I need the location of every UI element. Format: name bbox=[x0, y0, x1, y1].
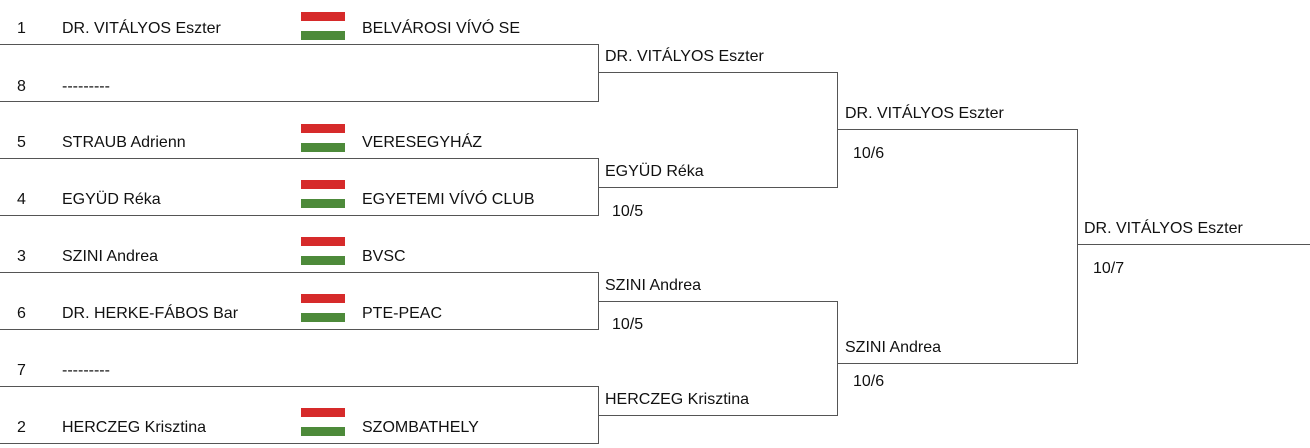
bracket-connector bbox=[1077, 129, 1078, 364]
bracket-line bbox=[0, 158, 598, 159]
hungary-flag-icon bbox=[301, 237, 345, 265]
fencer-name: SZINI Andrea bbox=[62, 248, 159, 265]
fencer-name: HERCZEG Krisztina bbox=[62, 419, 207, 436]
seed-number: 1 bbox=[17, 20, 26, 37]
seed-number: 8 bbox=[17, 78, 26, 95]
seed-number: 3 bbox=[17, 248, 26, 265]
club-name: VERESEGYHÁZ bbox=[362, 134, 483, 151]
match-winner-name: SZINI Andrea bbox=[845, 339, 942, 356]
bracket-connector bbox=[837, 72, 838, 188]
seed-number: 2 bbox=[17, 419, 26, 436]
bracket-line bbox=[0, 386, 598, 387]
fencer-name: STRAUB Adrienn bbox=[62, 134, 186, 151]
seed-number: 5 bbox=[17, 134, 26, 151]
club-name: BVSC bbox=[362, 248, 406, 265]
bracket-line bbox=[0, 329, 598, 330]
hungary-flag-icon bbox=[301, 180, 345, 208]
hungary-flag-icon bbox=[301, 124, 345, 152]
match-winner-name: SZINI Andrea bbox=[605, 277, 702, 294]
bracket-connector bbox=[598, 44, 599, 102]
match-score: 10/6 bbox=[853, 145, 885, 162]
seed-number: 6 bbox=[17, 305, 26, 322]
bracket-line bbox=[0, 443, 598, 444]
club-name: PTE-PEAC bbox=[362, 305, 443, 322]
match-score: 10/5 bbox=[612, 316, 644, 333]
seed-number: 7 bbox=[17, 362, 26, 379]
match-winner-name: DR. VITÁLYOS Eszter bbox=[845, 105, 1004, 122]
bracket-line bbox=[1077, 244, 1310, 245]
bracket-line bbox=[598, 187, 837, 188]
final-score: 10/7 bbox=[1093, 260, 1125, 277]
bracket-line bbox=[598, 415, 837, 416]
bracket-line bbox=[0, 101, 598, 102]
bracket-line bbox=[0, 44, 598, 45]
fencer-name: DR. HERKE-FÁBOS Bar bbox=[62, 305, 239, 322]
club-name: SZOMBATHELY bbox=[362, 419, 479, 436]
hungary-flag-icon bbox=[301, 294, 345, 322]
hungary-flag-icon bbox=[301, 408, 345, 436]
bracket-line bbox=[598, 301, 837, 302]
bracket-connector bbox=[837, 301, 838, 416]
bracket-line bbox=[837, 363, 1077, 364]
match-score: 10/6 bbox=[853, 373, 885, 390]
fencer-name: --------- bbox=[62, 362, 110, 379]
fencer-name: --------- bbox=[62, 78, 110, 95]
club-name: EGYETEMI VÍVÓ CLUB bbox=[362, 191, 535, 208]
hungary-flag-icon bbox=[301, 12, 345, 40]
match-winner-name: EGYÜD Réka bbox=[605, 163, 704, 180]
bracket-line bbox=[598, 72, 837, 73]
bracket-line bbox=[0, 272, 598, 273]
fencer-name: EGYÜD Réka bbox=[62, 191, 161, 208]
bracket-line bbox=[837, 129, 1077, 130]
match-winner-name: DR. VITÁLYOS Eszter bbox=[605, 48, 764, 65]
fencer-name: DR. VITÁLYOS Eszter bbox=[62, 20, 221, 37]
seed-number: 4 bbox=[17, 191, 26, 208]
match-score: 10/5 bbox=[612, 203, 644, 220]
match-winner-name: HERCZEG Krisztina bbox=[605, 391, 750, 408]
club-name: BELVÁROSI VÍVÓ SE bbox=[362, 20, 520, 37]
bracket-line bbox=[0, 215, 598, 216]
tournament-winner-name: DR. VITÁLYOS Eszter bbox=[1084, 220, 1243, 237]
